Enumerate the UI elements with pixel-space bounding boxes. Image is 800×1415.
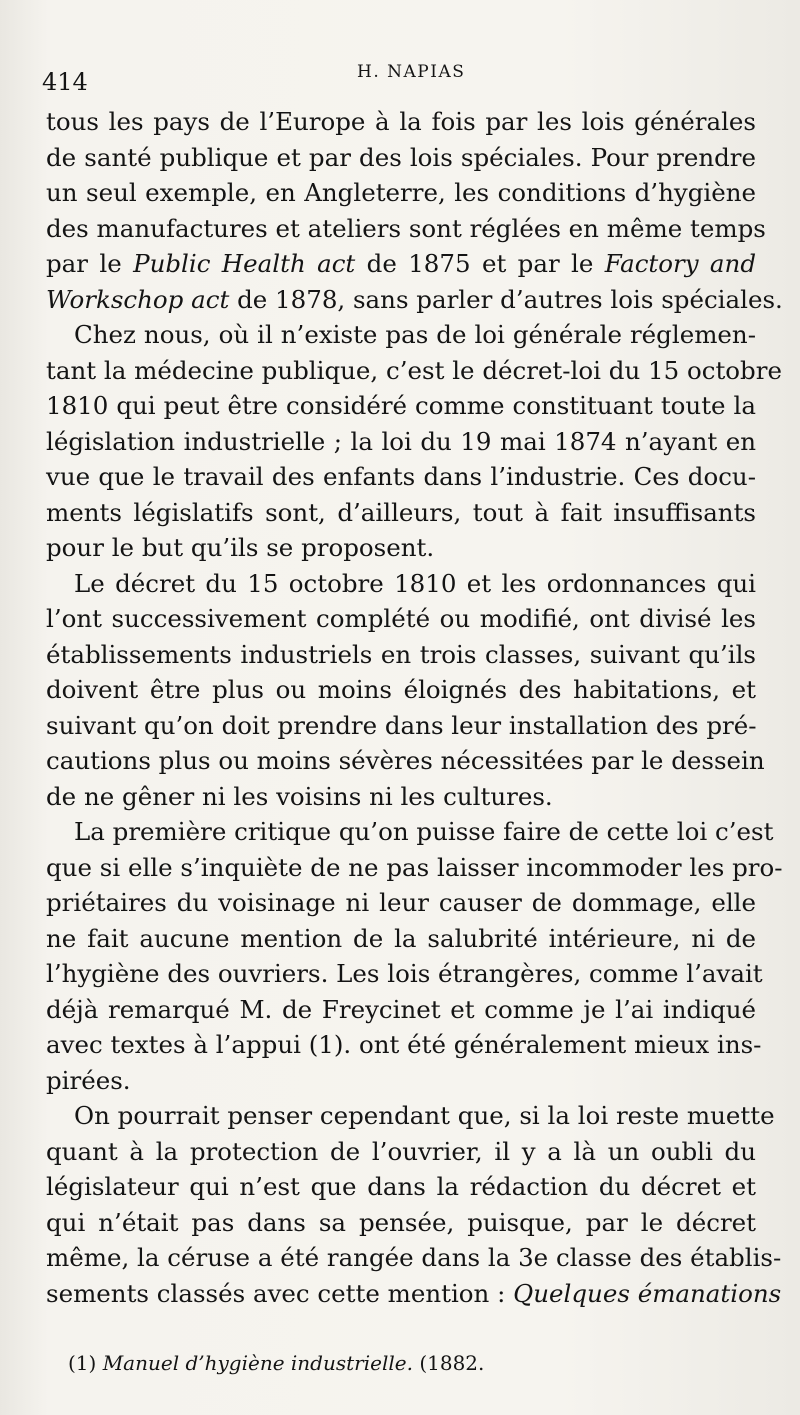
- text-segment: Le décret du 15 octobre 1810 et les ordonnances qui: [74, 568, 756, 598]
- text-segment: quant à la protection de l’ouvrier, il y a là un oubli du: [46, 1136, 756, 1166]
- text-segment: ne fait aucune mention de la salubrité intérieure, ni de: [46, 923, 756, 953]
- text-segment: par le: [46, 249, 134, 278]
- text-line: [46, 779, 756, 815]
- text-line: [46, 246, 756, 282]
- text-line: [46, 1240, 782, 1276]
- footnote-year: (1882.: [419, 1351, 485, 1375]
- text-line: [46, 1134, 756, 1170]
- paragraph: [46, 104, 783, 317]
- italic-text: Workschop act: [46, 284, 230, 314]
- text-segment: qui n’était pas dans sa pensée, puisque, par le décret: [46, 1207, 756, 1237]
- text-segment: Chez nous, où il n’existe pas de loi générale réglemen-: [74, 320, 756, 349]
- text-segment: pour le but qu’ils se proposent.: [46, 533, 435, 562]
- paragraph: [46, 566, 765, 815]
- text-segment: On pourrait penser cependant que, si la loi reste muette: [74, 1101, 775, 1130]
- text-line: [46, 601, 756, 637]
- text-line: [46, 672, 756, 708]
- text-line: [46, 495, 756, 531]
- text-segment: législateur qui n’est que dans la rédaction du décret et: [46, 1172, 756, 1201]
- text-segment: pirées.: [46, 1065, 131, 1095]
- text-line: [46, 992, 756, 1028]
- text-line: [46, 317, 756, 353]
- text-line: [46, 885, 756, 921]
- text-line: [46, 175, 756, 211]
- text-segment: l’ont successivement complété ou modifié, ont divisé les: [46, 604, 756, 633]
- text-line: [46, 388, 756, 424]
- text-line: [46, 1169, 756, 1205]
- text-segment: vue que le travail des enfants dans l’industrie. Ces docu-: [46, 462, 756, 491]
- text-segment: La première critique qu’on puisse faire de cette loi c’est: [74, 817, 774, 846]
- text-line: [46, 530, 756, 566]
- text-segment: tant la médecine publique, c’est le décret-loi du 15 octobre: [46, 355, 782, 385]
- text-line: [46, 282, 783, 318]
- text-segment: établissements industriels en trois classes, suivant qu’ils: [46, 639, 756, 669]
- paragraph: [46, 317, 782, 566]
- text-segment: des manufactures et ateliers sont réglées en même temps: [46, 213, 766, 243]
- text-line: [46, 211, 766, 247]
- text-segment: déjà remarqué M. de Freycinet et comme je l’ai indiqué: [46, 994, 756, 1024]
- text-segment: ments législatifs sont, d’ailleurs, tout à fait insuffisants: [46, 497, 756, 527]
- text-segment: doivent être plus ou moins éloignés des habitations, et: [46, 675, 756, 704]
- text-segment: que si elle s’inquiète de ne pas laisser incommoder les pro-: [46, 852, 783, 882]
- text-line: [46, 921, 756, 957]
- text-line: [46, 1098, 775, 1134]
- footnote-title: Manuel d’hygiène industrielle.: [102, 1351, 413, 1375]
- body-text: [46, 104, 783, 1311]
- text-line: [46, 140, 756, 176]
- text-line: [46, 1205, 756, 1241]
- text-segment: 1810 qui peut être considéré comme constituant toute la: [46, 391, 756, 420]
- text-segment: de ne gêner ni les voisins ni les cultures.: [46, 781, 553, 811]
- text-segment: sements classés avec cette mention :: [46, 1278, 514, 1308]
- text-segment: même, la céruse a été rangée dans la 3e classe des établis-: [46, 1243, 782, 1272]
- text-segment: de 1878, sans parler d’autres lois spéciales.: [229, 284, 783, 314]
- text-line: [46, 743, 765, 779]
- text-line: [46, 104, 756, 140]
- footnote-marker: (1): [68, 1351, 97, 1375]
- text-segment: cautions plus ou moins sévères nécessitées par le dessein: [46, 746, 765, 775]
- text-line: [46, 956, 763, 992]
- text-segment: suivant qu’on doit prendre dans leur installation des pré-: [46, 710, 757, 740]
- text-segment: de santé publique et par des lois spéciales. Pour prendre: [46, 142, 756, 172]
- italic-text: Public Health act: [133, 249, 356, 278]
- text-segment: un seul exemple, en Angleterre, les conditions d’hygiène: [46, 178, 756, 207]
- text-segment: législation industrielle ; la loi du 19 mai 1874 n’ayant en: [46, 426, 756, 456]
- text-segment: de 1875 et par le: [355, 249, 605, 278]
- text-line: [46, 708, 756, 744]
- text-line: [46, 353, 782, 389]
- italic-text: Quelques émanations: [513, 1278, 782, 1308]
- text-line: [46, 1276, 782, 1312]
- text-line: [46, 424, 756, 460]
- running-head: H. NAPIAS: [357, 62, 466, 82]
- paragraph: [46, 1098, 782, 1311]
- text-line: [46, 1027, 762, 1063]
- italic-text: Factory and: [604, 249, 757, 278]
- text-segment: avec textes à l’appui (1). ont été généralement mieux ins-: [46, 1030, 762, 1059]
- text-line: [46, 459, 756, 495]
- footnote: [68, 1350, 758, 1376]
- paragraph: [46, 814, 783, 1098]
- text-line: [46, 1063, 756, 1099]
- text-segment: tous les pays de l’Europe à la fois par les lois générales: [46, 107, 756, 136]
- page-header: [42, 58, 758, 98]
- text-segment: priétaires du voisinage ni leur causer de dommage, elle: [46, 888, 756, 917]
- page-number: 414: [42, 68, 88, 96]
- text-line: [46, 850, 783, 886]
- text-line: [46, 814, 774, 850]
- text-line: [46, 566, 756, 602]
- text-line: [46, 637, 756, 673]
- text-segment: l’hygiène des ouvriers. Les lois étrangères, comme l’avait: [46, 959, 763, 988]
